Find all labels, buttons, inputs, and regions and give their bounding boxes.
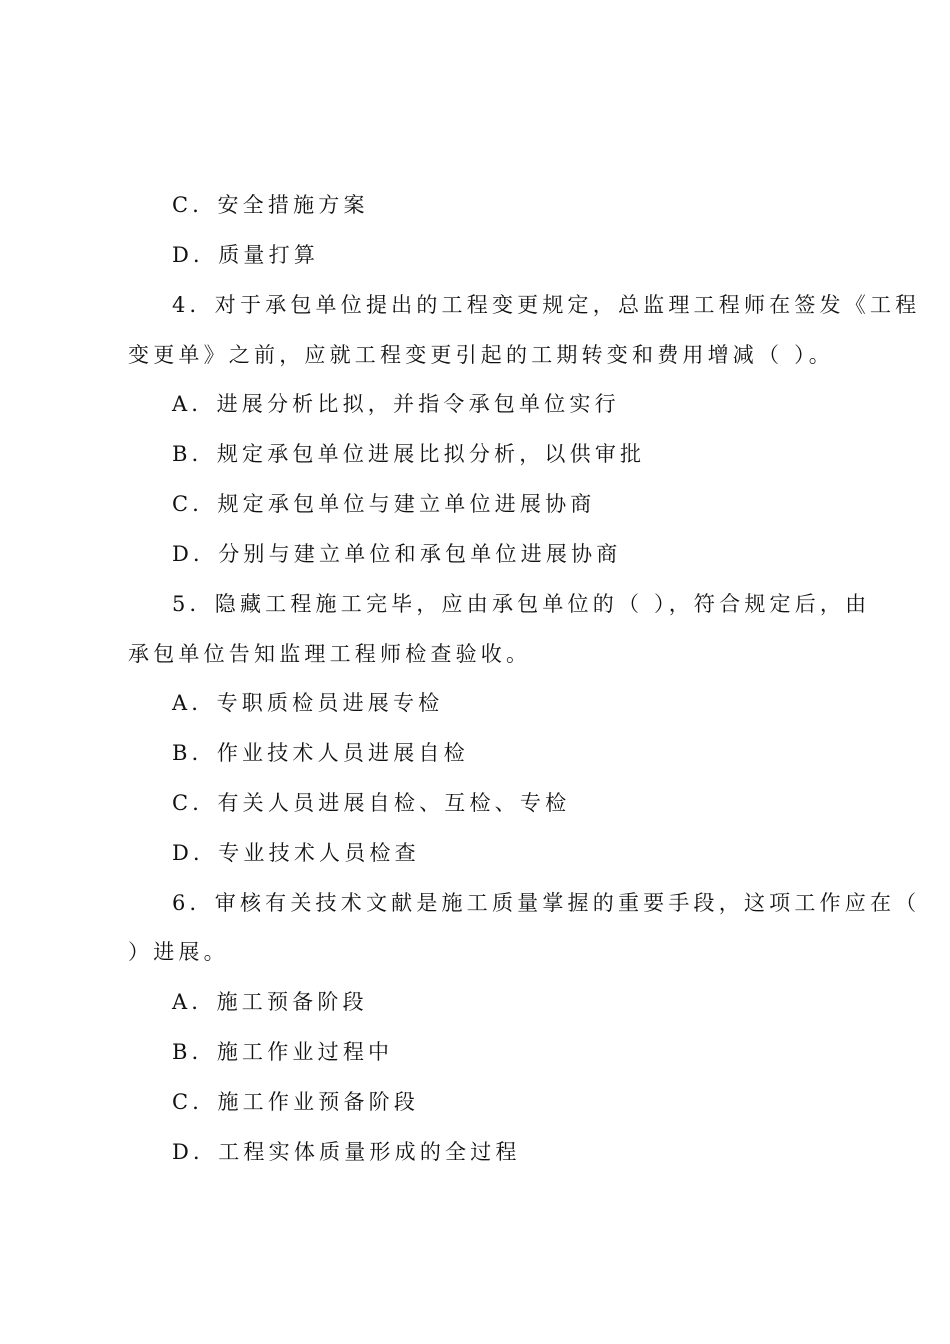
option-c-q4: C．规定承包单位与建立单位进展协商: [172, 492, 596, 516]
question-5-line-1: 5．隐藏工程施工完毕，应由承包单位的（ ），符合规定后，由: [172, 592, 871, 616]
option-b-q6: B．施工作业过程中: [172, 1040, 394, 1064]
option-c-q5: C．有关人员进展自检、互检、专检: [172, 791, 571, 815]
question-5-line-2: 承包单位告知监理工程师检查验收。: [128, 642, 532, 666]
option-a-q4: A．进展分析比拟，并指令承包单位实行: [172, 392, 620, 416]
option-d-q4: D．分别与建立单位和承包单位进展协商: [172, 542, 622, 566]
question-4-line-1: 4．对于承包单位提出的工程变更规定，总监理工程师在签发《工程: [172, 293, 921, 317]
option-d-q3: D．质量打算: [172, 243, 320, 267]
option-b-q4: B．规定承包单位进展比拟分析，以供审批: [172, 442, 646, 466]
option-c-q3: C．安全措施方案: [172, 193, 369, 217]
option-a-q5: A．专职质检员进展专检: [172, 691, 444, 715]
option-b-q5: B．作业技术人员进展自检: [172, 741, 469, 765]
option-a-q6: A．施工预备阶段: [172, 990, 368, 1014]
question-4-line-2: 变更单》之前，应就工程变更引起的工期转变和费用增减（ ）。: [128, 343, 834, 367]
question-6-line-1: 6．审核有关技术文献是施工质量掌握的重要手段，这项工作应在（: [172, 891, 921, 915]
question-6-line-2: ）进展。: [128, 940, 229, 964]
option-d-q5: D．专业技术人员检查: [172, 841, 420, 865]
option-d-q6: D．工程实体质量形成的全过程: [172, 1140, 521, 1164]
option-c-q6: C．施工作业预备阶段: [172, 1090, 420, 1114]
